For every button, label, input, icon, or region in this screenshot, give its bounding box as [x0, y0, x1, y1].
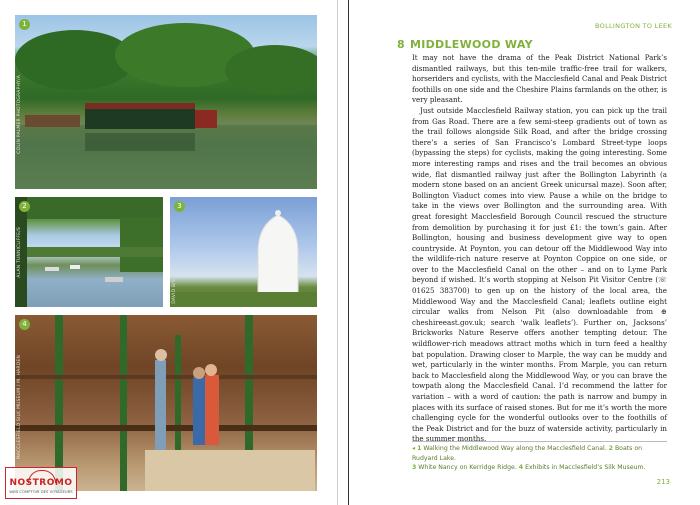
- museum-interior-illustration: [15, 315, 317, 491]
- photo-number-badge: 4: [19, 319, 30, 330]
- page-number: 213: [656, 478, 670, 486]
- running-head: BOLLINGTON TO LEEK: [595, 22, 672, 30]
- photo-number-badge: 2: [19, 201, 30, 212]
- photo-canal-boats: [15, 15, 317, 189]
- photo-silk-museum: [15, 315, 317, 491]
- article-body: [412, 53, 667, 445]
- photo-credit: COLIN PALMER PHOTOGRAPHY/A: [17, 75, 22, 154]
- photo-white-nancy: [170, 197, 317, 307]
- logo-tagline: WEB COMPTOIR DES VOYAGEURS: [9, 489, 73, 494]
- caption-text: Walking the Middlewood Way along the Macclesfield Canal.: [423, 445, 607, 452]
- photo-number-badge: 1: [19, 19, 30, 30]
- caption-arrow-icon: ◂: [412, 445, 416, 452]
- caption-text: Exhibits in Macclesfield’s Silk Museum.: [525, 464, 646, 471]
- caption-text: White Nancy on Kerridge Ridge.: [418, 464, 517, 471]
- photo-number-badge: 3: [174, 201, 185, 212]
- white-nancy-illustration: [170, 197, 317, 307]
- caption-text: Boats on Rudyard Lake.: [412, 445, 643, 462]
- section-heading: [397, 38, 533, 51]
- watermark-logo: [5, 467, 77, 499]
- paragraph: Just outside Macclesfield Railway station, you can pick up the trail from Gas Road. There are a few semi-steep gradients out of town as the trail follows alongside Silk Road, and after the bridge crossing there’s a series of San Francisco’s Lombard Street-type loops (bypassing the steps) for cyclists, making the going interesting. Some more interesting ramps and rises and the trail becomes an obvious wide, flat dismantled railway just after the Bollington Labyrinth (a modern stone based on an ancient Greek unicursal maze). Soon after, Bollington Viaduct comes into view. Pause a while on the bridge to take in the views over Bollington and the surrounding area. With great foresight Macclesfield Borough Council rescued the structure from demolition by purchasing it for just £1: the town’s gain. After Bollington, housing and business development give way to open countryside. At Poynton, you can detour off the Middlewood Way into the wildlife-rich nature reserve at Poynton Coppice on one side, or over to the Macclesfield Canal on the other – and on to Lyme Park beyond if wished. It’s worth stopping at Nelson Pit Visitor Centre (☏ 01625 383700) to gen up on the history of the local area, the Middlewood Way and the Macclesfield Canal; leaflets outline eight circular walks from Nelson Pit (also downloadable from ⊕ cheshireeast.gov.uk; search ‘walk leaflets’). Further on, Jacksons’ Brickworks Nature Reserve offers another tempting detour. The wildflower-rich meadows attract moths which in turn feed a healthy bat population. Drawing closer to Marple, the way can be muddy and wet, particularly in the winter months. From Marple, you can return back to Macclesfield along the Middlewood Way, or you can brave the towpath along the Macclesfield Canal. I’d recommend the latter for variation – with a word of caution: the path is narrow and bumpy in places with its surface of raised stones. But for me it’s worth the more challenging cycle for the wonderful outlooks over to the foothills of the Peak District and for the buzz of waterside activity, particularly in the summer months.: [412, 105, 667, 444]
- page-gutter-line: [348, 0, 349, 505]
- section-title: MIDDLEWOOD WAY: [409, 38, 533, 51]
- lake-scene-illustration: [15, 197, 163, 307]
- logo-name: NOSTROMO: [9, 478, 73, 488]
- paragraph: It may not have the drama of the Peak District National Park’s dismantled railways, but this ten-mile traffic-free trail for walkers, horseriders and cyclists, with the Macclesfield Canal and Peak District foothills on one side and the Cheshire Plains farmlands on the other, is very pleasant.: [412, 53, 667, 105]
- photo-credit: ALAN TUNNICLIFFE/S: [17, 227, 22, 278]
- caption-number: 3: [412, 464, 417, 471]
- photo-credit: MACCLESFIELD SILK MUSEUM / M. HARDEN: [17, 355, 22, 460]
- page-gutter-divider: [337, 0, 338, 505]
- photo-credit: DAVID B/S: [172, 279, 177, 304]
- canal-scene-illustration: [15, 15, 317, 189]
- caption-number: 2: [608, 445, 613, 452]
- section-number: 8: [397, 38, 405, 51]
- photo-captions: [412, 441, 667, 473]
- caption-number: 1: [417, 445, 422, 452]
- photo-rudyard-lake: [15, 197, 163, 307]
- caption-number: 4: [518, 464, 524, 471]
